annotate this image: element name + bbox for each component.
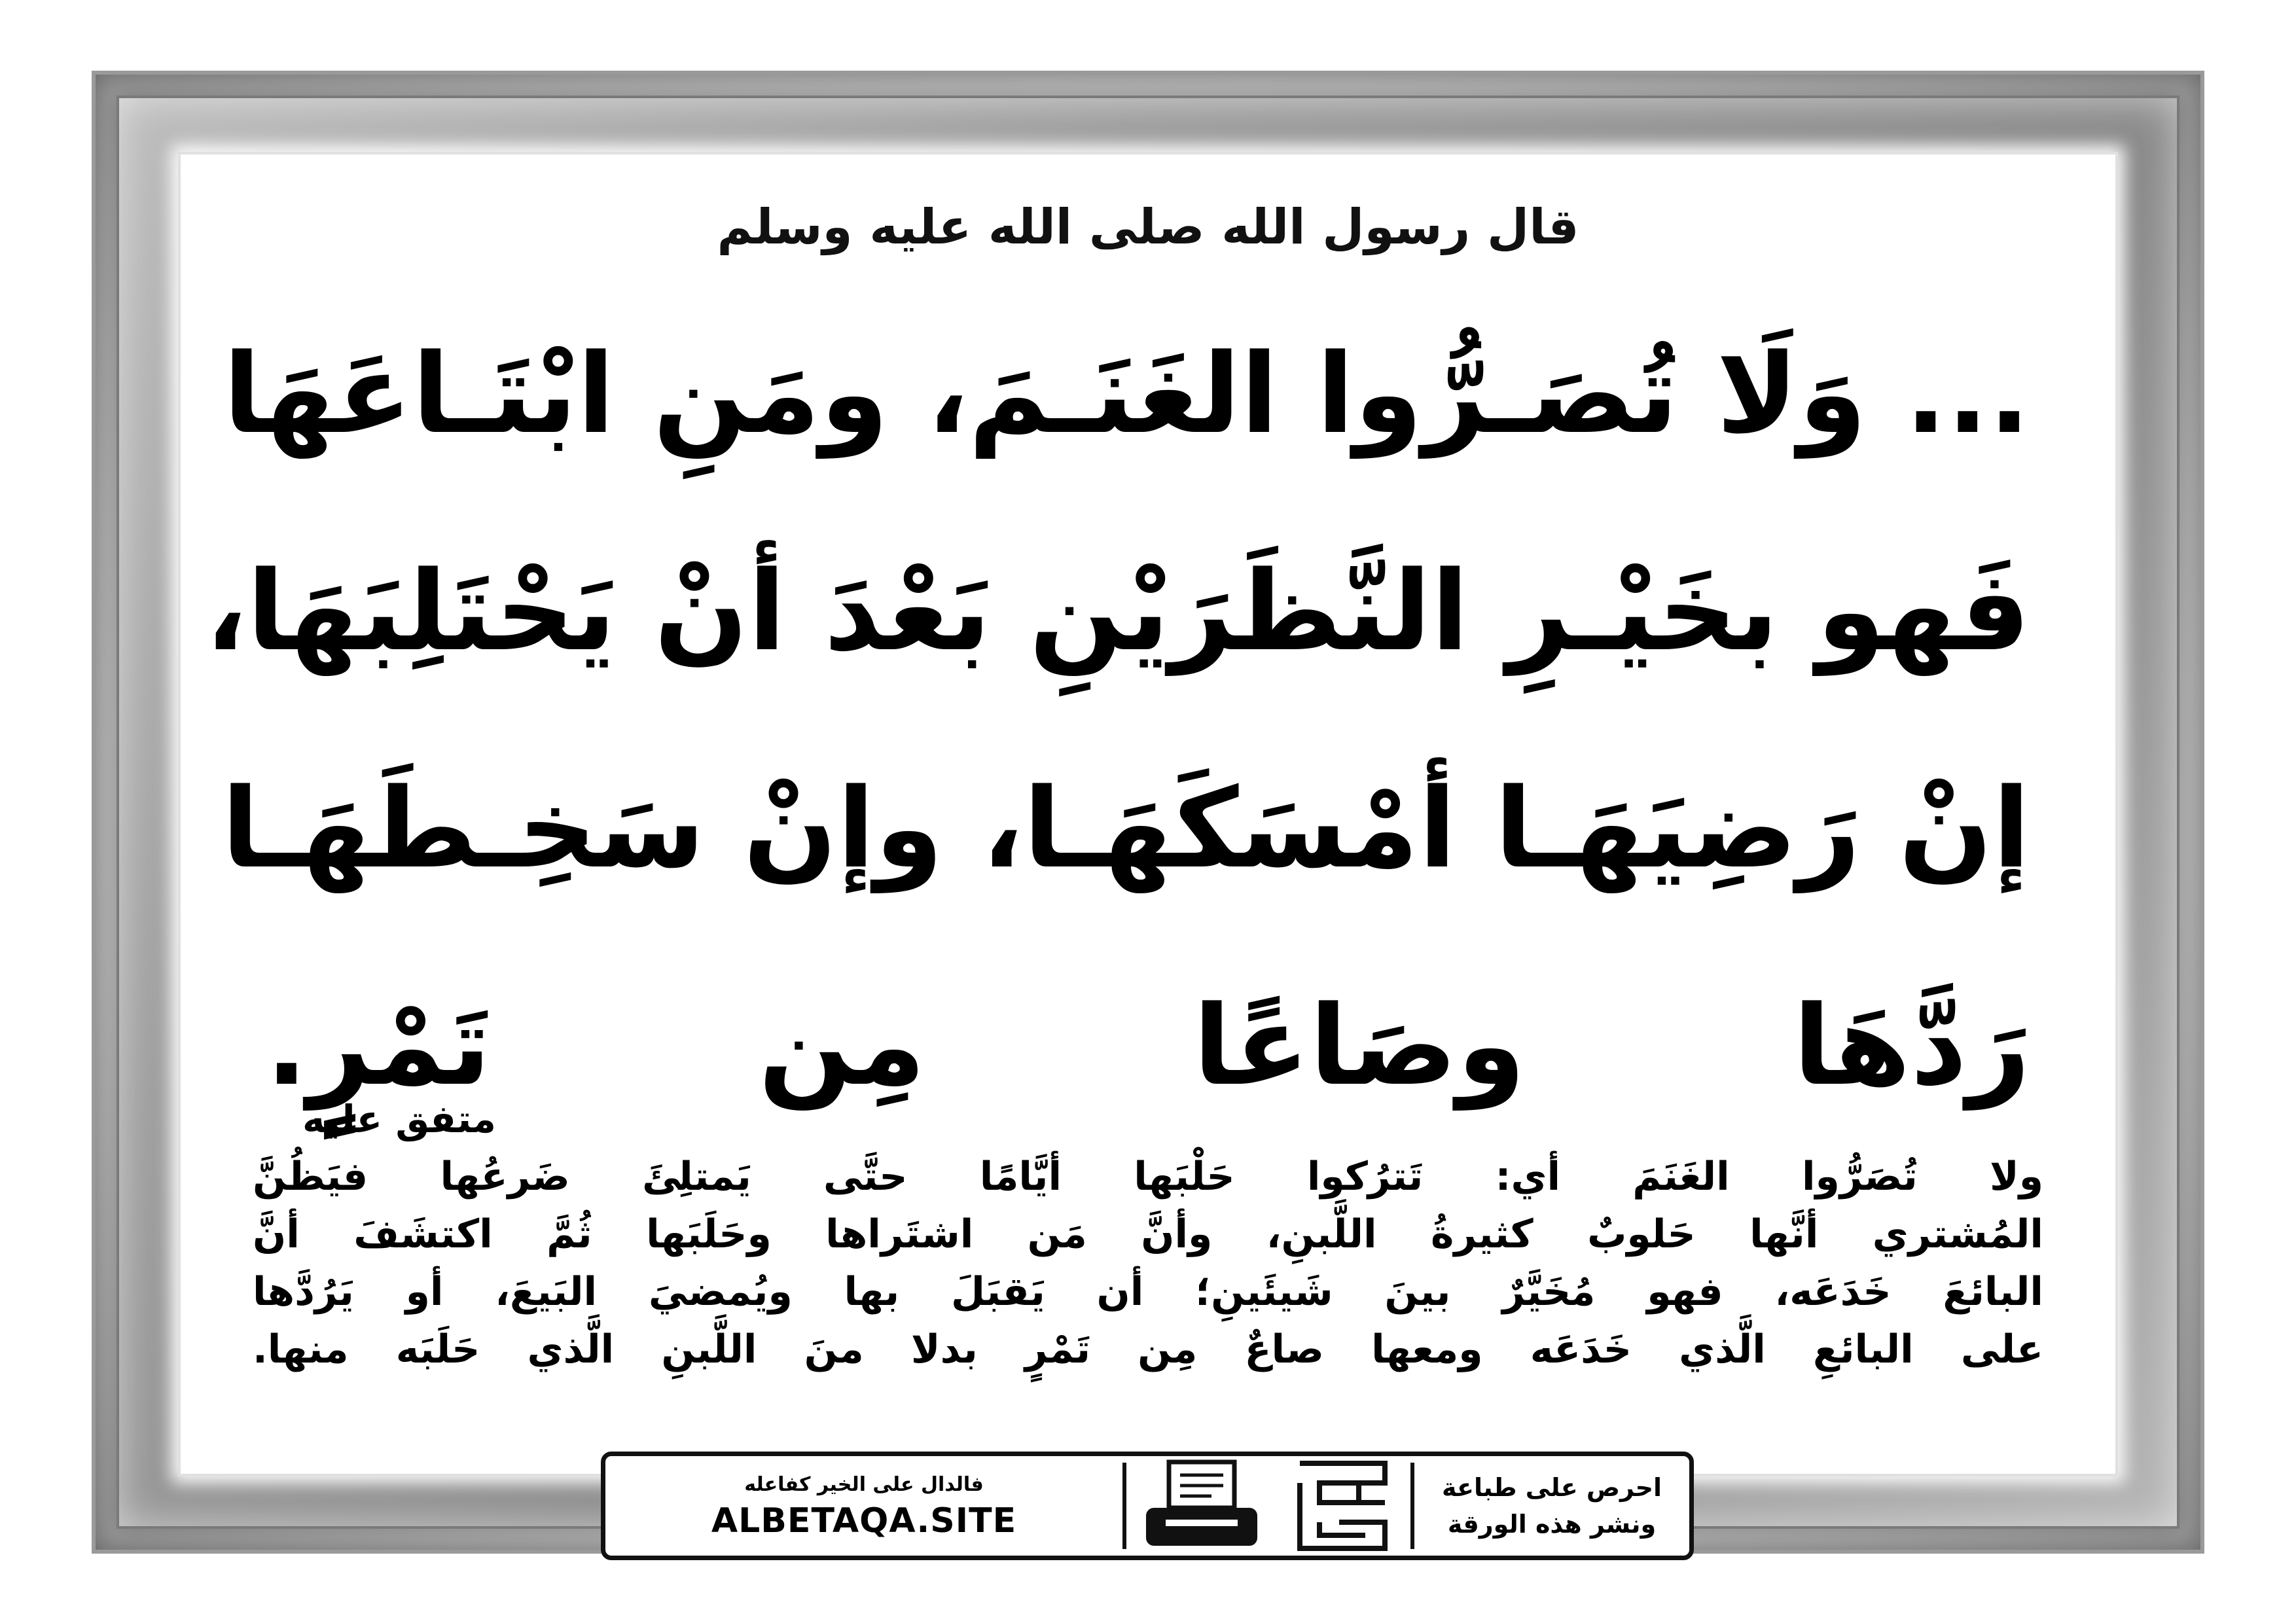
footer-bar [601, 1452, 1694, 1560]
explanation-text [253, 1148, 2043, 1378]
reminder-line: احرص على طباعة [1441, 1473, 1662, 1502]
hadith-line: رَدَّهَا وصَاعًا مِن تَمْرٍ. [266, 982, 2030, 1110]
kufic-logo-icon [1293, 1457, 1391, 1555]
explanation-line: ولا تُصَرُّوا الغَنَمَ أي: تَترُكوا حَلْبَها أيَّامًا حتَّى يَمتلِئَ ضَرعُها فيَظُنَّ [253, 1154, 2043, 1200]
hadith-line: فَهو بخَيْـرِ النَّظَرَيْنِ بَعْدَ أنْ يَحْتَلِبَهَا، [205, 547, 2030, 675]
footer-divider [1410, 1463, 1414, 1549]
printer-icon-cell [1133, 1456, 1270, 1556]
slogan: فالدال على الخير كفاعله [744, 1473, 984, 1496]
print-reminder [1414, 1456, 1689, 1556]
dawa-waraqa-logo [1277, 1456, 1408, 1556]
explanation-line: على البائعِ الَّذي خَدَعَه ومعها صاعٌ مِن تَمْرٍ بدلا منَ اللَّبنِ الَّذي حَلَبَه منها. [253, 1327, 2043, 1372]
explanation-line: المُشتري أنَّها حَلوبٌ كثيرةُ اللَّبنِ، وأنَّ مَن اشتَراها وحَلَبَها ثُمَّ اكتشَفَ أنَّ [253, 1211, 2043, 1257]
site-cell [605, 1456, 1122, 1556]
hadith-last-line-row [266, 937, 2030, 1154]
footer-divider [1122, 1463, 1126, 1549]
explanation-line: البائعَ خَدَعَه، فهو مُخَيَّرٌ بينَ شَيئَينِ؛ أن يَقبَلَ بها ويُمضيَ البَيعَ، أو يَرُدَّها [253, 1269, 2043, 1315]
hadith-line: إنْ رَضِيَهَـا أمْسَكَهَـا، وإنْ سَخِـطَهَـا [221, 764, 2030, 893]
printer-icon [1139, 1457, 1264, 1555]
hadith-line: ... وَلَا تُصَـرُّوا الغَنَـمَ، ومَنِ ابْتَـاعَهَا [223, 330, 2030, 458]
content-panel [178, 152, 2118, 1476]
hadith-text [205, 285, 2030, 1154]
hadith-source: متفق عليه [302, 1097, 496, 1141]
site-link[interactable]: ALBETAQA.SITE [711, 1501, 1017, 1541]
reminder-line: ونشر هذه الورقة [1447, 1510, 1657, 1539]
hadith-attribution: قال رسول الله صلى الله عليه وسلم [717, 199, 1579, 255]
